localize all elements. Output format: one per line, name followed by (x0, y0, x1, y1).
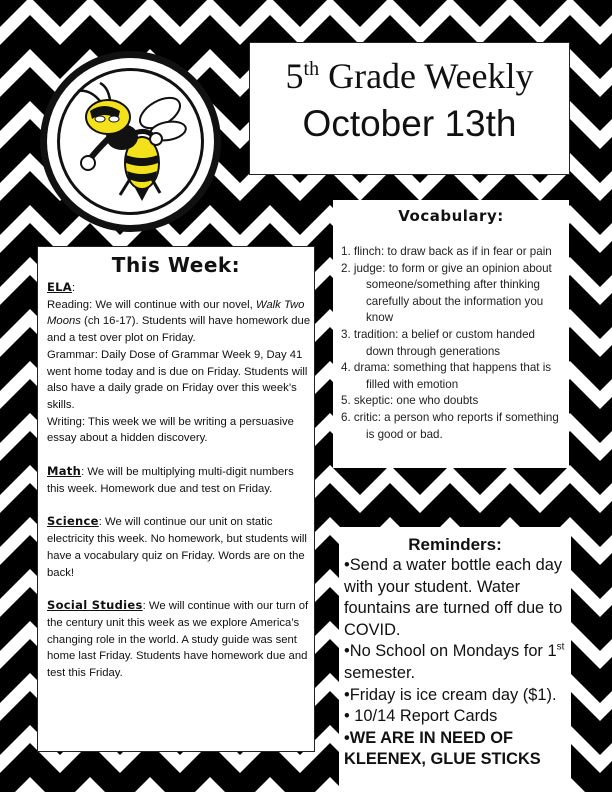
reminder-item: •No School on Mondays for 1st semester. (344, 641, 565, 682)
vocabulary-item: 5. skeptic: one who doubts (341, 394, 479, 408)
newsletter-date: October 13th (302, 103, 517, 144)
reading-paragraph: Reading: We will continue with our novel, Walk Two Moons (ch 16-17). Students will have homework due and a test over plot on Friday. (47, 298, 311, 345)
writing-paragraph: Writing: This week we will be writing a persuasive essay about a hidden discovery. (47, 415, 294, 445)
vocabulary-list (341, 244, 563, 443)
mascot-logo-badge (40, 51, 221, 232)
reminders-list (344, 555, 570, 771)
title-box (249, 42, 570, 175)
ela-heading: ELA: (47, 280, 76, 294)
science-paragraph: Science: We will continue our unit on static electricity this week. No homework, but students will have a vocabulary quiz on Friday. Words are on the back! (47, 514, 307, 579)
vocabulary-title: Vocabulary: (398, 207, 504, 225)
vocabulary-item: 2. judge: to form or give an opinion about someone/something after thinking carefully about the information you know (341, 261, 552, 325)
social-studies-paragraph: Social Studies: We will continue with our turn of the century unit this week as we explore America’s changing role in the world. A study guide was sent home last Friday. Students have homework due and test this Friday. (47, 598, 309, 680)
this-week-title: This Week: (111, 253, 241, 277)
vocabulary-box (333, 200, 569, 468)
vocabulary-item: 4. drama: something that happens that is filled with emotion (341, 361, 552, 391)
chevron-stripe (0, 0, 612, 10)
reminders-box (339, 527, 571, 792)
reminder-item: • 10/14 Report Cards (344, 707, 498, 726)
this-week-body (47, 279, 313, 682)
reminders-title: Reminders: (408, 535, 502, 554)
reminder-item: •WE ARE IN NEED OF KLEENEX, GLUE STICKS (344, 728, 541, 769)
math-paragraph: Math: We will be multiplying multi-digit numbers this week. Homework due and test on Friday. (47, 464, 294, 495)
reminder-item: •Send a water bottle each day with your student. Water fountains are turned off due to COVID. (344, 556, 563, 639)
reminder-item: •Friday is ice cream day ($1). (344, 685, 557, 704)
vocabulary-item: 1. flinch: to draw back as if in fear or pain (341, 245, 552, 258)
newsletter-title: 5th Grade Weekly (285, 56, 534, 96)
vocabulary-item: 3. tradition: a belief or custom handed down through generations (341, 327, 535, 358)
grammar-paragraph: Grammar: Daily Dose of Grammar Week 9, Day 41 went home today and is due on Friday. Students will also have a daily grade on Friday over this week’s skills. (47, 348, 308, 411)
vocabulary-item: 6. critic: a person who reports if something is good or bad. (341, 410, 559, 441)
yellow-jacket-mascot-icon (60, 71, 201, 212)
this-week-box (37, 246, 315, 752)
